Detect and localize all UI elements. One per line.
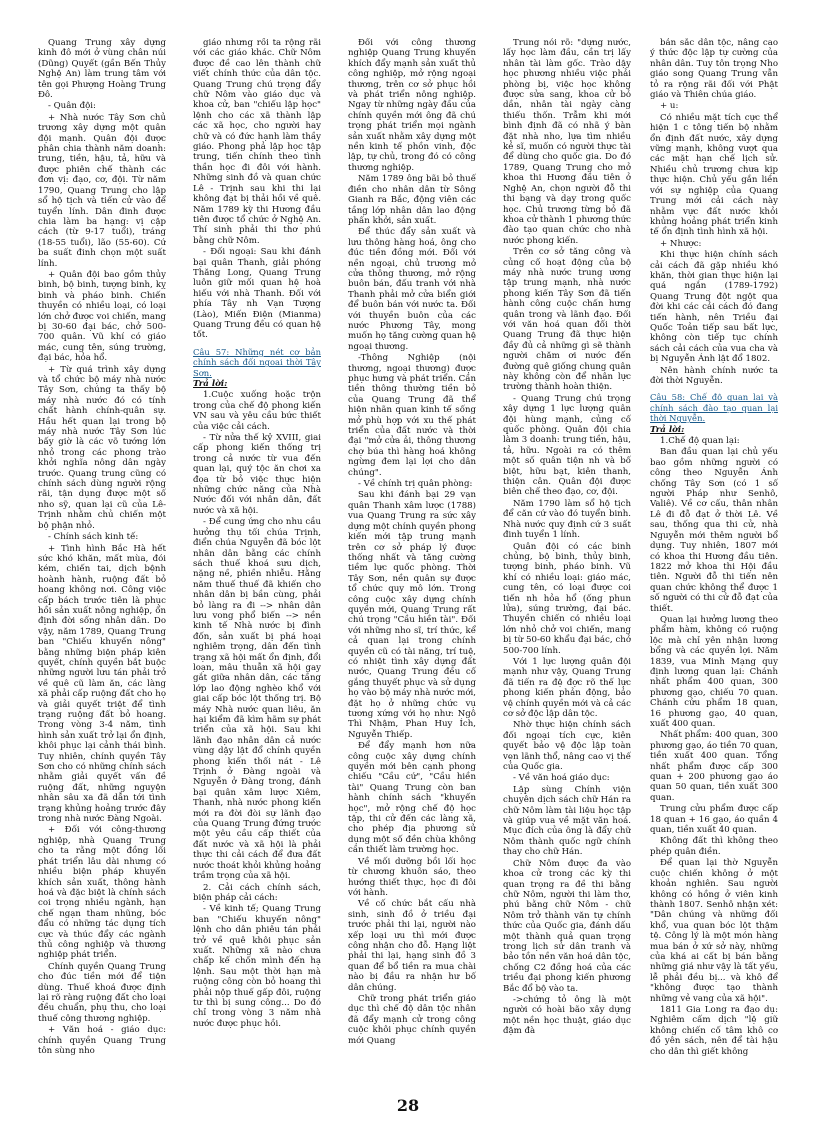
paragraph: -Thông Nghiệp (nội thương, ngoại thương) được phục hưng và phát triển. Cần tiền thông thường tiền bỏ của Quang Trung đã thể hiện nhãn quan kinh tế sống mở phù hợp với xu thế phát triển của đất nước và thời đại "mở cửa ải, thông thương chợ búa thì hàng hoá không ngừng đem lại lợi cho dân chúng". <box>348 353 476 478</box>
text-column-2 <box>193 38 321 1078</box>
paragraph: Nhờ thực hiện chính sách đối ngoại tích cực, kiên quyết bảo vệ độc lập toàn vẹn lãnh thổ, nâng cao vị thế của Quốc gia. <box>503 720 631 773</box>
paragraph: - Từ nửa thế kỷ XVIII, giai cấp phong kiến thống trị trong cả nước từ vua đến quan lại, quý tộc ăn chơi xa đọa từ bỏ việc thực hiện những chức năng của Nhà Nước đối với nhân dân, đất nước và xã hội. <box>193 433 321 516</box>
paragraph: Ban đầu quan lại chủ yếu bao gồm những người có công theo Nguyễn Ánh chống Tây Sơn (có 1 số người Pháp như Senhô, Valiê). Về cơ cấu, thân nhân Lê đi đỗ đạt ở thời Lê. Về sau, thống qua thi cử, nhà Nguyễn mới thêm người bổ dụng. Tuy nhiên, 1807 mới có khoa thi Hương đầu tiên. 1822 mở khoa thi Hội đầu tiên. Người đỗ thi tiến nên quan chức không thể được 1 số người có thi cử đỗ đạt của thiết. <box>650 447 778 614</box>
section-heading: Câu 57: Những nét cơ bản chính sách đối ngoại thời Tây Sơn. <box>193 346 321 378</box>
paragraph: 1.Chế độ quan lại: <box>660 436 740 447</box>
paragraph: Quang Trung xây dựng kinh đô mới ở vùng chân núi (Dũng) Quyết (gần Bến Thủy Nghệ An) làm trung tâm với tên gọi Phượng Hoàng Trung Đô. <box>38 38 166 101</box>
paragraph: - Quang Trung chú trọng xây dựng 1 lực lượng quân đội hùng mạnh, củng cố quốc phòng. Quân đội chia làm 3 doanh: trung tiền, hậu, tả, hữu. Ngoài ra có thêm một số quân tiện nh và bố biệt, hữu bạt, kiên thanh, thiện cân. Quân đội được biên chế theo đạo, cơ, đội. <box>503 393 631 498</box>
paragraph: Để đẩy mạnh hơn nữa công cuộc xây dựng chính quyền mới bên cạnh phong chiếu "Cầu cứ", "Cầu hiền tài" Quang Trung còn ban hành chính sách "khuyến học", mở rộng chế độ học tập, thi cử đến các làng xã, cho phép địa phương sử dụng một số đền chùa không cần thiết làm trường học. <box>348 741 476 856</box>
paragraph: Có nhiều mặt tích cực thể hiện 1 c tông tiến bộ nhằm ổn định đất nước, xây dựng vững mạnh, không vượt qua các mặt hạn chế lịch sử. Nhiều chủ trương chưa kịp thực hiện. Chủ yếu gắn liền với sự nghiệp của Quang Trung mới cải cách này nhằm vực đất nước khỏi khủng hoảng phát triển kinh tế ổn định tình hình xã hội. <box>650 112 778 238</box>
paragraph: Nhất phẩm: 400 quan, 300 phương gạo, áo tiền 70 quan, tiền xuất 400 quan. Tổng nhất phẩm được cấp 300 quan + 200 phương gạo áo quan 50 quan, tiền xuất 300 quan. <box>650 730 778 803</box>
paragraph: Trung nói rõ: "dựng nước, lấy học làm đầu, cần trị lấy nhân tài làm gốc. Trào dậy học phương nhiều việc phải phòng bị, việc học không được sửa sang, khoa cử bỏ dần, nhân tài ngày càng thiếu thốn. Trẫm khi mới bình định đã có nhã ý bàn đặt nhà nho, lựa tìm nhiều kẻ sĩ, muốn có người thực tài để dùng cho quốc gia. Do đó 1789, Quang Trung cho mở khoa thi Hương đầu tiên ở Nghệ An, chọn người đỗ thi thi bạng và dạy trong quốc học. Chủ trương từng bỏ đã khoa cử thành 1 phương thức đào tạo quan chức cho nhà nước phong kiến. <box>503 38 631 246</box>
paragraph: + Nhược: <box>660 238 702 249</box>
paragraph: 1811 Gia Long ra đạo dụ: Nghiêm cấm dịch "lệ giữ không chiến cố tâm khô cơ đồ yên sách, nên để tài hậu cho dân thì giết không <box>650 1004 778 1057</box>
paragraph: + Đối với công-thương nghiệp, nhà Quang Trung cho ta rằng một đồng lối phát triển lâu dài nhưng có nhiều biện pháp khuyến khích sản xuất, thông hành hoá và đặc biệt là chính sách coi trọng nhiều ngành, hạn chế ngạn tham nhũng, bóc đẩu có những tác dụng tích cực và thúc đẩy các ngành thủ công nghiệp và thương nghiệp phát triển. <box>38 825 166 961</box>
paragraph: Trung cửu phẩm được cấp 18 quan + 16 gạo, áo quần 4 quan, tiền xuất 40 quan. <box>650 804 778 836</box>
paragraph: Để thúc đẩy sản xuất và lưu thông hàng hoá, ông cho đúc tiền đồng mới. Đối với nền ngoại, chủ trương mở cửa thông thương, mở rộng buôn bán, đấu tranh với nhà Thanh phải mở cửa biển giới để buôn bán với nước ta. Đối với thuyền buôn của các nước Phương Tây, mong muốn họ tăng cường quan hệ ngoại thương. <box>348 227 476 352</box>
text-column-3 <box>348 38 476 1078</box>
paragraph: Quan lại hưởng lương theo phẩm hàm, không có ruộng lộc mà chỉ yên nhận lương bổng và các quyền lợi. Năm 1839, vua Minh Mạng quy định lương quan lại: Chánh nhất phẩm 400 quan, 300 phương gạo, chiếu 70 quan. Chánh cửu phẩm 18 quan, 16 phương gạo, 40 quan, xuất 400 quan. <box>650 614 778 729</box>
paragraph: Về cố chức bắt cấu nhà sinh, sinh đồ ở triều đại trước phải thi lại, người nào xếp loại ưu thì mới được công nhận cho đỗ. Hạng liệt phải thi lại, hạng sinh đồ 3 quan để bổ tiền ra mua chài nào bị đầu ra nhận hư bố dân chúng. <box>348 899 476 993</box>
paragraph: Với 1 lực lượng quân đội mạnh như vậy, Quang Trung đã tiến ra đệ đợc rõ thế lực phong kiến phản động, bảo vệ chính quyền mới và cả các cơ sở độc lập dân tộc. <box>503 656 631 719</box>
answer-label: Trả lời: <box>650 424 685 435</box>
paragraph: Khi thực hiện chính sách cải cách đã gặp nhiều khó khăn, thời gian thực hiện lại quá ngắn (1789-1792) Quang Trung đột ngột qua đời khi các cải cách đó đang tiến hành, nên Triều đại Quốc Toản tiếp sau bất lực, không còn tiếp tục chính sách cải cách của vua cha và bị Nguyễn Ánh lật đổ 1802. <box>650 250 778 365</box>
paragraph: 1.Cuộc xuống hoặc trộn trong của chế độ phong kiến VN sau và yêu cầu bức thiết của việc cải cách. <box>193 390 321 432</box>
paragraph: Năm 1789 ông bãi bỏ thuế điền cho nhân dân từ Sông Gianh ra Bắc, động viên các tầng lớp nhân dân lao động phấn khởi, sản xuất. <box>348 174 476 226</box>
paragraph: bản sắc dân tộc, nâng cao ý thức độc lập tự cường của nhân dân. Tuy tôn trọng Nho giáo song Quang Trung vẫn tỏ ra rộng rãi đối với Phật giáo và Thiên chúa giáo. <box>650 38 778 101</box>
section-heading: Câu 58: Chế độ quan lại và chính sách đào tạo quan lại thời Nguyễn. <box>650 392 778 424</box>
paragraph: Không đất thì không theo phép quân điền. <box>650 836 778 857</box>
paragraph: + Tình hình Bắc Hà hết sức khó khăn, mất mùa, đói kém, chiến tai, dịch bệnh hoành hành, ruộng đất bỏ hoang không nơi. Công việc cấp bách trước tiên là phục hồi sản xuất nông nghiệp, ổn định đời sống nhân dân. Do vậy, năm 1789, Quang Trung ban "Chiếu khuyến nông" bằng những biện pháp kiên quyết, chính quyền bắt buộc những người lưu tán phải trở về quê cũ làm ăn, các làng xã phải cấp ruộng đất cho họ và giải quyết triệt để tình trạng ruộng đất bỏ hoang. Trong vòng 3-4 năm, tình hình sản xuất trở lại ổn định, khôi phục lại cảnh thái bình. Tuy nhiên, chính quyền Tây Sơn cho có những chính sách nhằm giải quyết vấn đề ruộng đất, những nguyện nhân sâu xa đã dẫn tới tình trạng khủng hoảng trước đây trong nhà nước Đàng Ngoài. <box>38 543 166 825</box>
paragraph: - Về kinh tế; Quang Trung ban "Chiếu khuyến nông" lệnh cho dân phiêu tán phải trở về quê khôi phục sản xuất. Những xã nào chưa chấp kế chốn mình đến hạ lệnh. Sau một thời hạn mà ruộng công còn bỏ hoang thì phải nộp thuế gấp đôi, ruộng tư thì bị sung công... Do đó chỉ trong vòng 3 năm nhà nước được phục hồi. <box>193 904 321 1029</box>
paragraph: giáo nhưng rồi ta rộng rãi với các giáo khác. Chữ Nôm được đề cao lên thành chữ viết chính thức của dân tộc. Quang Trung chú trọng đẩy chữ Nôm vào giáo dục và khoa cử, ban "chiếu lập học" lệnh cho các xã thành lập các xã học, cho người hay chữ và có đức hạnh làm thầy giáo. Phong phả lập học tập trung, tiến chính theo tình thần học đi đôi với hành. Những sinh đồ và quan chức Lê - Trịnh sau khi thi lại không đạt bị thải hồi về quê. Năm 1789 kỳ thi Hương đầu tiên được tổ chức ở Nghệ An. Thí sinh phải thi thơ phú bằng chữ Nôm. <box>193 38 321 246</box>
paragraph: + Văn hoá - giáo dục: chính quyền Quang Trung tôn sùng nho <box>38 1025 166 1056</box>
paragraph: + Nhà nước Tây Sơn chủ trương xây dựng một quân đội mạnh. Quân đội được phân chia thành năm doanh: trung, tiền, hậu, tả, hữu và được phiên chế thành các đơn vị: đạo, cơ, đội. Từ năm 1790, Quang Trung cho lập sổ hộ tịch và tiến cử vào để tuyển lính. Dân đinh được chia làm ba hạng: vị cập cách (từ 9-17 tuổi), tráng (18-55 tuổi), lão (55-60). Cứ ba suất đinh chọn một suất lính. <box>38 112 166 269</box>
paragraph: Năm 1790 làm sổ hộ tịch để căn cứ vào đó tuyển binh. Nhà nước quy định cứ 3 suất đinh tuyển 1 lính. <box>503 498 631 541</box>
paragraph: + Quân đội bao gồm thủy binh, bộ binh, tượng binh, kỵ binh và pháo binh. Chiến thuyền có nhiều loại, có loại lớn chở được voi chiến, mang bị 30-60 đại bác, chở 500-700 quân. Vũ khí có giáo mác, cung tên, súng trường, đại bác, hỏa hổ. <box>38 269 166 364</box>
paragraph: Để quan lại thờ Nguyễn cuộc chiến không ở một khoản nghiên. Sau người không có hồng ở viên kinh thành 1807. Senhô nhận xét: "Dân chúng và những đối khổ, vua quan bóc lột thậm tệ. Công lý là một món hàng mua bán ở xứ sở này, những của khá ai cất bị bán bằng những giá như vậy là tất yếu, lễ phải đều bị... và khô để "không được tạo thành những vẻ vang của xã hội". <box>650 858 778 1004</box>
paragraph: - Quân đội: <box>48 101 96 112</box>
paragraph: Đối với công thương nghiệp Quang Trung khuyến khích đẩy mạnh sản xuất thủ công nghiệp, mở rộng ngoại thương, trên cơ sở phục hồi và phát triển nông nghiệp. Ngay từ những ngày đầu của chính quyền mới ông đã chú trọng phát triển mọi ngành sản xuất nhằm xây dựng một nền kinh tế phồn vinh, độc lập, tự chủ, trong đó có công thương nghiệp. <box>348 38 476 173</box>
page-number: 28 <box>396 1096 420 1115</box>
paragraph: Lập sùng Chính viện chuyên dịch sách chữ Hán ra chữ Nôm làm tài liệu học tập và giúp vua về mặt văn hoá. Mục đích của ông là đẩy chữ Nôm thành quốc ngữ chính thay cho chữ Hán. <box>503 784 631 858</box>
paragraph: Sau khi đánh bại 29 vạn quân Thanh xâm lược (1788) vua Quang Trung ra sức xây dựng một chính quyền phong kiến mới tập trung mạnh trên cơ sở pháp lý được thống nhất và tăng cường tiềm lực quốc phòng. Thời Tây Sơn, nền quân sự được tổ chức quy mô lớn. Trong công cuộc xây dựng chính quyền mới, Quang Trung rất chú trọng "Cầu hiền tài". Đối với những nho sĩ, trí thức, kể cả quan lại trong chính quyền cũ có tài năng, trí tuệ, có nhiệt tình xây dựng đất nước, Quang Trung đều cố gắng thuyết phục và sử dụng họ vào bộ máy nhà nước mới, đặt họ ở những chức vụ tương xứng với họ như: Ngô Thì Nhậm, Phan Huy Ích, Nguyễn Thiếp. <box>348 490 476 740</box>
text-column-4 <box>503 38 631 1078</box>
paragraph: + u: <box>660 101 679 112</box>
paragraph: Về mối dưỡng bồi lối học từ chương khuôn sáo, theo hướng thiết thực, học đi đôi với hành. <box>348 856 476 898</box>
paragraph: - Về chính trị quân phòng: <box>358 479 473 490</box>
paragraph: - Về văn hoá giáo dục: <box>513 773 610 784</box>
paragraph: Chữ trong phát triển giáo dục thì chế độ dân tộc nhân đã đẩy mạnh cử trong công cuộc khôi phục chính quyền mới Quang <box>348 993 476 1046</box>
paragraph: Chính quyền Quang Trung cho đúc tiền mới để tiện dùng. Thuế khoá được định lại rõ ràng ruộng đất cho loại đều chuẩn, phụ thu, cho loại thuế công thương nghiệp. <box>38 961 166 1024</box>
answer-label: Trả lời: <box>193 379 228 389</box>
paragraph: 2. Cải cách chính sách, biện pháp cải cách: <box>193 882 321 903</box>
paragraph: + Từ quá trình xây dựng và tổ chức bộ máy nhà nước Tây Sơn, chúng ta thấy bộ máy nhà nước đó có tính chất hành chính-quân sự. Hầu hết quan lại trong bộ máy nhà nước Tây Sơn lúc bấy giờ là các võ tướng lớn nhỏ trong các phong trào khởi nghĩa nông dân ngày trước. Quang trung cũng có chính sách dùng người rộng rãi, tận dụng được một số nho sỹ, quan lại cũ của Lê-Trịnh nhằm chủ chiến một bộ phận nhỏ. <box>38 364 166 531</box>
text-column-5 <box>650 38 778 1078</box>
paragraph: - Chính sách kinh tế: <box>48 532 139 543</box>
text-column-1 <box>38 38 166 1078</box>
paragraph: - Để cung ứng cho nhu cầu hưởng thụ tối chúa Trịnh, điển chúa Nguyễn đã bóc lột nhân dân bằng các chính sách thuế khoá sưu dịch, nặng nề, phiền nhiễu. Hằng năm thuế thuế đã khiến cho nhân dân bị bần cùng, phải bỏ làng ra đi --> nhân dân lưu vong phổ biến --> nền kinh tế Nhà nước bị đình đốn, sản xuất bị phá hoại nghiêm trọng, dân đến tình trạng xã hội mất ổn định, đổi loạn, mâu thuẫn xã hội gay gắt giữa nhân dân, các tầng lớp lao động nghèo khổ với giai cấp bóc lột thống trị. Bộ máy Nhà nước quan liêu, ăn hại kiểm đã kìm hãm sự phát triển của xã hội. Sau khi lãnh đạo nhân dân cả nước vùng dậy lật đổ chính quyền phong kiến thối nát - Lê Trịnh ở Đàng ngoài và Nguyễn ở Đàng trong, đánh bại quân xâm lược Xiêm, Thanh, nhà nước phong kiến mới ra đời đòi sự lãnh đạo của Quang Trung đứng trước một yêu cầu cấp thiết của đất nước và xã hội là phải thực thi cải cách để đưa đất nước thoát khỏi khủng hoảng trầm trọng của xã hội. <box>193 517 321 882</box>
paragraph: Trên cơ sở tăng công và củng cố hoạt động của bộ máy nhà nước trung ương tập trung mạnh, nhà nước phong kiến Tây Sơn đã tiến hành công cuộc chấn hưng quân trong và lãnh đạo. Đối với văn hoá quan đối thời Quang Trung đã thực hiện đầy đủ cả những gì sẽ thành người chăm ơi nước đến đường quê giống chung quân này không còn để nhân lực trường thành hoàn thiện. <box>503 247 631 393</box>
paragraph: Chữ Nôm được đa vào khoa cử trong các kỳ thi quan trọng ra đề thi bằng chữ Nôm, người thi làm thơ, phú bằng chữ Nôm - chữ Nôm trở thành văn tự chính thức của Quốc gia, đánh dấu một thành quả quan trọng trong lịch sử dân tranh và bảo tồn nền văn hoá dân tộc, chống C2 đồng hoá của các triều đại phong kiến phương Bắc đổ bộ vào ta. <box>503 858 631 994</box>
paragraph: Quân đội có các binh chủng, bộ binh, thủy binh, tượng binh, pháo binh. Vũ khí có nhiều loại: giáo mác, cung tên, có loại được coi tiến nh hỏa hổ (ống phun lửa), súng trường, đại bác. Thuyền chiến có nhiều loại lớn nhỏ chở voi chiến, mang bị từ 50-60 khẩu đại bác, chở 500-700 lính. <box>503 541 631 656</box>
paragraph: Nên hành chính nước ta đời thời Nguyễn. <box>650 365 778 386</box>
paragraph: ->chứng tỏ ông là một người có hoài bão xây dựng một nền học thuật, giáo dục đậm đà <box>503 994 631 1037</box>
paragraph: - Đối ngoại: Sau khi đánh bại quân Thanh, giải phóng Thăng Long, Quang Trung luôn giữ mối quan hệ hoà hiếu với nhà Thanh. Đối với phía Tây nh Vạn Tượng (Lào), Miến Điện (Mianma) Quang Trung đều có quan hệ tốt. <box>193 247 321 341</box>
